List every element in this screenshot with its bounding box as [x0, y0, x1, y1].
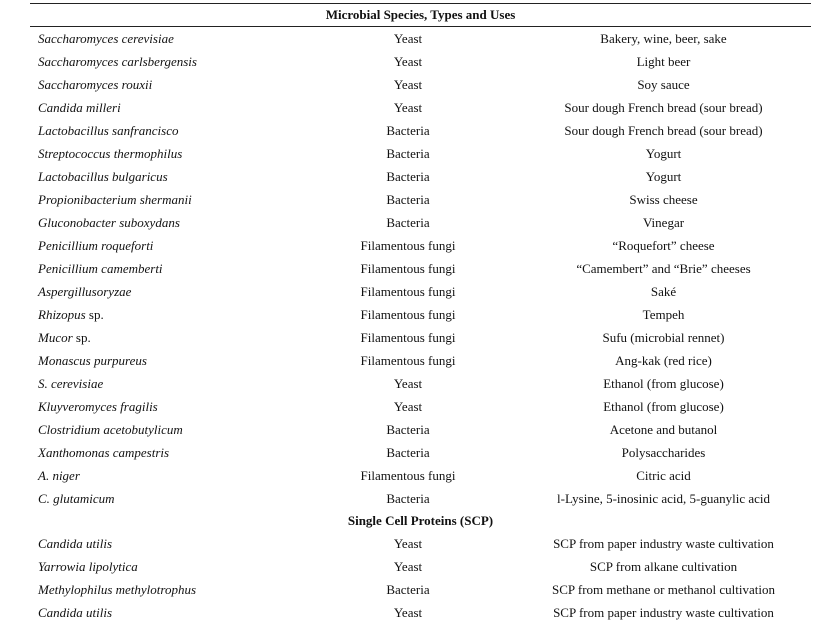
type-cell: Bacteria	[386, 145, 430, 161]
table-row	[30, 349, 811, 372]
species-name: Candida utilis	[38, 535, 113, 551]
use-cell: Light beer	[636, 53, 691, 69]
table-row	[30, 73, 811, 96]
use-cell: SCP from paper industry waste cultivation	[553, 604, 774, 620]
species-name: Gluconobacter suboxydans	[38, 214, 180, 230]
species-cell	[30, 559, 300, 575]
type-cell: Yeast	[393, 558, 423, 574]
table-row	[30, 418, 811, 441]
species-cell	[30, 169, 300, 185]
type-cell: Bacteria	[386, 122, 430, 138]
table-row	[30, 555, 811, 578]
species-name: Penicillium camemberti	[38, 260, 163, 276]
use-cell: Sour dough French bread (sour bread)	[564, 99, 763, 115]
use-cell: l-Lysine, 5-inosinic acid, 5-guanylic acid	[557, 490, 770, 506]
species-cell	[30, 582, 300, 598]
table-row	[30, 142, 811, 165]
type-cell: Bacteria	[386, 490, 430, 506]
type-cell: Filamentous fungi	[360, 352, 456, 368]
species-name: Propionibacterium shermanii	[38, 191, 192, 207]
table-row	[30, 119, 811, 142]
species-cell	[30, 491, 300, 507]
table-row	[30, 372, 811, 395]
species-cell	[30, 192, 300, 208]
use-cell: “Roquefort” cheese	[612, 237, 715, 253]
type-cell: Bacteria	[386, 444, 430, 460]
species-name: Streptococcus thermophilus	[38, 145, 183, 161]
species-cell	[30, 307, 300, 323]
species-cell	[30, 77, 300, 93]
species-cell	[30, 445, 300, 461]
table-row	[30, 395, 811, 418]
use-cell: Citric acid	[636, 467, 691, 483]
table-row	[30, 326, 811, 349]
species-cell	[30, 238, 300, 254]
species-name: Penicillium roqueforti	[38, 237, 154, 253]
type-cell: Yeast	[393, 398, 423, 414]
use-cell: Vinegar	[642, 214, 685, 230]
microbial-table	[30, 3, 811, 624]
species-cell	[30, 422, 300, 438]
type-cell: Yeast	[393, 53, 423, 69]
table-row	[30, 188, 811, 211]
table-row	[30, 441, 811, 464]
use-cell: Polysaccharides	[621, 444, 706, 460]
type-cell: Yeast	[393, 604, 423, 620]
use-cell: Ethanol (from glucose)	[603, 398, 724, 414]
table-row	[30, 234, 811, 257]
use-cell: SCP from alkane cultivation	[589, 558, 738, 574]
use-cell: SCP from methane or methanol cultivation	[551, 581, 775, 597]
type-cell: Bacteria	[386, 191, 430, 207]
type-cell: Filamentous fungi	[360, 467, 456, 483]
use-cell: Swiss cheese	[629, 191, 698, 207]
species-suffix: sp.	[85, 306, 104, 322]
species-name: Aspergillusoryzae	[38, 283, 132, 299]
table-row	[30, 487, 811, 510]
use-cell: Sufu (microbial rennet)	[602, 329, 725, 345]
species-name: Clostridium acetobutylicum	[38, 421, 183, 437]
species-cell	[30, 399, 300, 415]
type-cell: Filamentous fungi	[360, 306, 456, 322]
type-cell: Bacteria	[386, 214, 430, 230]
section-microbial-rows	[30, 27, 811, 510]
type-cell: Yeast	[393, 99, 423, 115]
table-row	[30, 578, 811, 601]
use-cell: Ang-kak (red rice)	[615, 352, 712, 368]
type-cell: Filamentous fungi	[360, 237, 456, 253]
species-cell	[30, 376, 300, 392]
species-name: Candida utilis	[38, 604, 113, 620]
species-name: Kluyveromyces fragilis	[38, 398, 158, 414]
type-cell: Yeast	[393, 76, 423, 92]
species-cell	[30, 536, 300, 552]
species-name: C. glutamicum	[38, 490, 115, 506]
table-row	[30, 257, 811, 280]
use-cell: Sour dough French bread (sour bread)	[564, 122, 763, 138]
species-name: Rhizopus	[38, 306, 86, 322]
section-scp-rows	[30, 532, 811, 624]
species-name: Lactobacillus bulgaricus	[38, 168, 168, 184]
use-cell: Saké	[650, 283, 677, 299]
table-row	[30, 280, 811, 303]
type-cell: Filamentous fungi	[360, 329, 456, 345]
species-suffix: sp.	[72, 329, 91, 345]
type-cell: Yeast	[393, 375, 423, 391]
species-name: Saccharomyces carlsbergensis	[38, 53, 197, 69]
species-name: Xanthomonas campestris	[38, 444, 170, 460]
type-cell: Bacteria	[386, 421, 430, 437]
use-cell: “Camembert” and “Brie” cheeses	[576, 260, 751, 276]
type-cell: Yeast	[393, 535, 423, 551]
table-row	[30, 303, 811, 326]
type-cell: Bacteria	[386, 168, 430, 184]
type-cell: Filamentous fungi	[360, 260, 456, 276]
table-row	[30, 464, 811, 487]
species-cell	[30, 54, 300, 70]
table-row	[30, 601, 811, 624]
type-cell: Filamentous fungi	[360, 283, 456, 299]
species-name: A. niger	[38, 467, 80, 483]
species-cell	[30, 123, 300, 139]
use-cell: SCP from paper industry waste cultivation	[553, 535, 774, 551]
use-cell: Yogurt	[645, 145, 682, 161]
species-cell	[30, 215, 300, 231]
species-cell	[30, 330, 300, 346]
table-row	[30, 50, 811, 73]
species-name: Lactobacillus sanfrancisco	[38, 122, 179, 138]
species-name: Saccharomyces cerevisiae	[38, 30, 174, 46]
table-row	[30, 532, 811, 555]
use-cell: Ethanol (from glucose)	[603, 375, 724, 391]
use-cell: Soy sauce	[637, 76, 690, 92]
species-cell	[30, 468, 300, 484]
type-cell: Yeast	[393, 30, 423, 46]
species-cell	[30, 100, 300, 116]
table-row	[30, 211, 811, 234]
species-cell	[30, 261, 300, 277]
species-name: Candida milleri	[38, 99, 121, 115]
table-row	[30, 96, 811, 119]
table-row	[30, 165, 811, 188]
species-cell	[30, 284, 300, 300]
use-cell: Yogurt	[645, 168, 682, 184]
use-cell: Tempeh	[642, 306, 685, 322]
species-name: Yarrowia lipolytica	[38, 558, 138, 574]
species-name: Methylophilus methylotrophus	[38, 581, 197, 597]
species-cell	[30, 146, 300, 162]
table-row	[30, 27, 811, 50]
species-cell	[30, 31, 300, 47]
species-name: Saccharomyces rouxii	[38, 76, 153, 92]
use-cell: Bakery, wine, beer, sake	[600, 30, 727, 46]
use-cell: Acetone and butanol	[609, 421, 718, 437]
section-title-microbial: Microbial Species, Types and Uses	[325, 7, 516, 22]
section-title-scp: Single Cell Proteins (SCP)	[347, 513, 494, 528]
species-cell	[30, 353, 300, 369]
type-cell: Bacteria	[386, 581, 430, 597]
species-cell	[30, 605, 300, 621]
species-name: Mucor	[38, 329, 73, 345]
species-name: Monascus purpureus	[38, 352, 147, 368]
species-name: S. cerevisiae	[38, 375, 104, 391]
